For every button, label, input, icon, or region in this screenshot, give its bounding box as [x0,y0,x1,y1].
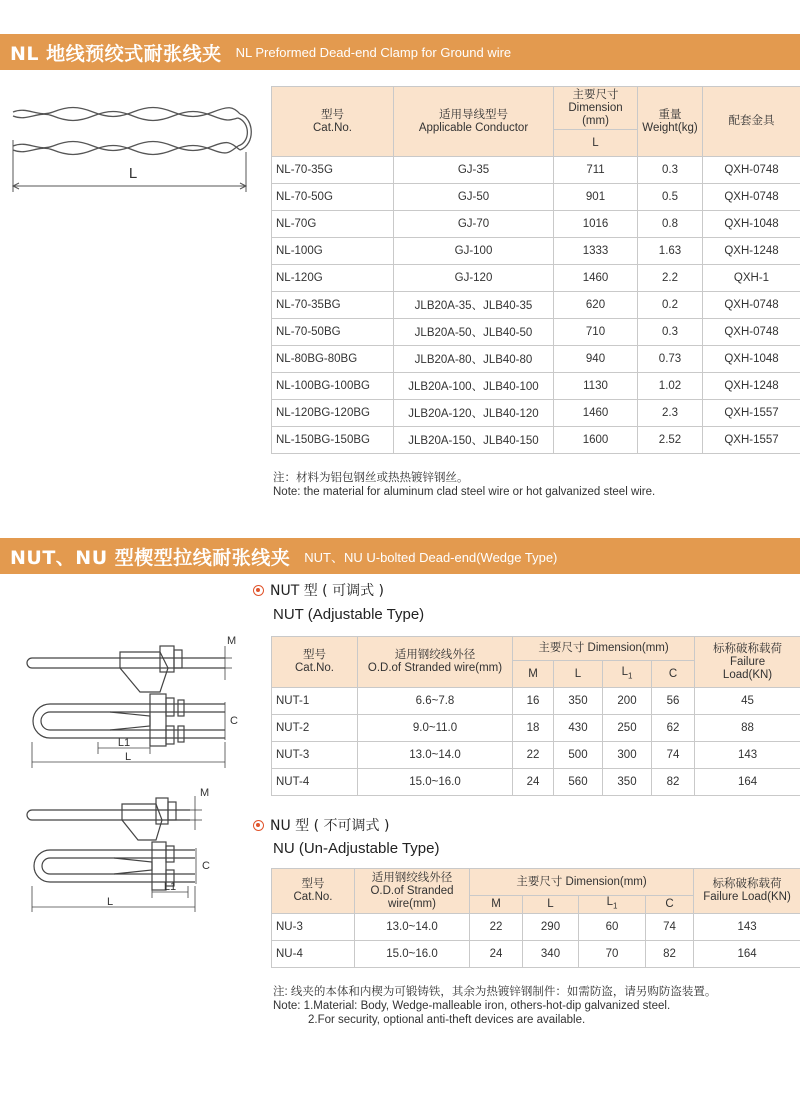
cell-model: NL-70-50BG [272,319,394,346]
cell-od: 9.0~11.0 [358,715,513,742]
nu-header-dimension: 主要尺寸 Dimension(mm) [470,869,694,896]
nu-header-od: 适用钢绞线外径 O.D.of Stranded wire(mm) [355,869,470,914]
nu-header-l: L [523,896,579,914]
cell-conductor: GJ-50 [394,184,554,211]
cell-m: 18 [513,715,554,742]
cell-m: 22 [513,742,554,769]
cell-weight: 0.73 [638,346,703,373]
cell-weight: 1.63 [638,238,703,265]
cell-l: 620 [554,292,638,319]
nut-dimension-l1-label: L1 [117,737,131,749]
nu-table-row [272,941,800,968]
nut-header-model: 型号 Cat.No. [272,637,358,688]
cell-fitting: QXH-0748 [703,319,800,346]
cell-l: 1600 [554,427,638,454]
nl-table-row [272,265,800,292]
cell-fitting: QXH-1248 [703,373,800,400]
nut-section-banner [0,538,800,574]
nu-header-model: 型号 Cat.No. [272,869,355,914]
nl-header-model: 型号 Cat.No. [272,87,394,157]
cell-l1: 350 [603,769,652,796]
nu-header-l1: $L_1$ [579,896,646,914]
nu-table-row [272,914,800,941]
cell-conductor: JLB20A-35、JLB40-35 [394,292,554,319]
cell-c: 62 [652,715,695,742]
cell-od: 15.0~16.0 [358,769,513,796]
nu-type-subheading: NU (Un-Adjustable Type) [273,840,440,857]
cell-model: NUT-4 [272,769,358,796]
nut-header-m: M [513,661,554,688]
cell-load: 143 [695,742,800,769]
cell-conductor: JLB20A-120、JLB40-120 [394,400,554,427]
cell-l: 430 [554,715,603,742]
cell-od: 6.6~7.8 [358,688,513,715]
nu-dimension-c-label: C [202,860,210,872]
nut-table-row [272,769,800,796]
cell-model: NU-4 [272,941,355,968]
cell-c: 74 [646,914,694,941]
nl-note-en: Note: the material for aluminum clad steel wire or hot galvanized steel wire. [273,486,656,498]
nl-section-title-zh: NL 地线预绞式耐张线夹 [10,42,222,65]
cell-m: 16 [513,688,554,715]
nl-header-dim-l: L [554,130,638,157]
cell-m: 22 [470,914,523,941]
cell-conductor: JLB20A-100、JLB40-100 [394,373,554,400]
nut-table-row [272,742,800,769]
cell-model: NUT-2 [272,715,358,742]
cell-l: 940 [554,346,638,373]
cell-l: 710 [554,319,638,346]
cell-conductor: GJ-100 [394,238,554,265]
cell-c: 56 [652,688,695,715]
cell-c: 82 [646,941,694,968]
nl-dimension-l-label: L [128,165,138,182]
cell-c: 82 [652,769,695,796]
nut-header-c: C [652,661,695,688]
nl-table-row [272,319,800,346]
nut-table-row [272,715,800,742]
cell-model: NL-120G [272,265,394,292]
nut-header-l1: $L_1$ [603,661,652,688]
nl-section-banner [0,34,800,70]
nl-header-fitting: 配套金具 [703,87,800,157]
cell-fitting: QXH-0748 [703,292,800,319]
cell-model: NL-150BG-150BG [272,427,394,454]
cell-l1: 70 [579,941,646,968]
cell-load: 45 [695,688,800,715]
cell-weight: 2.2 [638,265,703,292]
nl-table-row [272,211,800,238]
cell-conductor: JLB20A-150、JLB40-150 [394,427,554,454]
nu-header-load: 标称破称载荷 Failure Load(KN) [694,869,800,914]
cell-weight: 0.2 [638,292,703,319]
nl-table-row [272,157,800,184]
nu-header-c: C [646,896,694,914]
cell-weight: 1.02 [638,373,703,400]
cell-l: 901 [554,184,638,211]
nl-table-row [272,400,800,427]
nl-section-title-en: NL Preformed Dead-end Clamp for Ground wire [235,44,512,60]
cell-l: 1460 [554,400,638,427]
cell-conductor: GJ-35 [394,157,554,184]
cell-load: 88 [695,715,800,742]
cell-model: NL-80BG-80BG [272,346,394,373]
cell-weight: 0.3 [638,157,703,184]
nut-section-title-en: NUT、NU U-bolted Dead-end(Wedge Type) [304,549,558,565]
cell-od: 13.0~14.0 [355,914,470,941]
cell-fitting: QXH-1 [703,265,800,292]
cell-weight: 2.52 [638,427,703,454]
cell-l1: 200 [603,688,652,715]
cell-l: 560 [554,769,603,796]
radio-bullet-icon [253,585,264,596]
nl-clamp-drawing [8,100,258,200]
nut-note-en-2: 2.For security, optional anti-theft devices are available. [308,1014,586,1026]
cell-l: 350 [554,688,603,715]
cell-fitting: QXH-1248 [703,238,800,265]
cell-m: 24 [513,769,554,796]
cell-conductor: GJ-70 [394,211,554,238]
nut-header-od: 适用钢绞线外径 O.D.of Stranded wire(mm) [358,637,513,688]
cell-m: 24 [470,941,523,968]
nl-table-row [272,238,800,265]
nut-dimension-c-label: C [230,715,238,727]
nl-note-zh: 注：材料为铝包钢丝或热热镀锌钢丝。 [273,472,469,484]
nl-table-row [272,346,800,373]
nl-table-row [272,427,800,454]
cell-conductor: GJ-120 [394,265,554,292]
nl-header-dimension: 主要尺寸 Dimension (mm) [554,87,638,130]
cell-conductor: JLB20A-80、JLB40-80 [394,346,554,373]
cell-weight: 0.8 [638,211,703,238]
nl-spec-table [271,86,800,454]
cell-l1: 60 [579,914,646,941]
nut-note-en-1: Note: 1.Material: Body, Wedge-malleable iron, others-hot-dip galvanized steel. [273,1000,671,1012]
nu-header-m: M [470,896,523,914]
cell-l: 340 [523,941,579,968]
nut-header-dimension: 主要尺寸 Dimension(mm) [513,637,695,661]
cell-conductor: JLB20A-50、JLB40-50 [394,319,554,346]
nut-header-load: 标称破称载荷 Failure Load(KN) [695,637,800,688]
nut-section-title-zh: NUT、NU 型楔型拉线耐张线夹 [10,546,291,569]
cell-fitting: QXH-1557 [703,400,800,427]
cell-od: 13.0~14.0 [358,742,513,769]
cell-load: 164 [694,941,800,968]
cell-od: 15.0~16.0 [355,941,470,968]
cell-weight: 0.3 [638,319,703,346]
nut-type-heading: NUT 型 ( 可调式 ) [253,580,384,600]
nut-dimension-m-label: M [227,635,237,647]
cell-l1: 300 [603,742,652,769]
nu-dimension-l1-label: L1 [163,881,177,893]
nl-table-row [272,292,800,319]
nu-clamp-drawing [10,786,255,916]
cell-model: NU-3 [272,914,355,941]
cell-model: NUT-1 [272,688,358,715]
nut-note-zh: 注: 线夹的本体和内楔为可锻铸铁，其余为热镀锌钢制件：如需防盗，请另购防盗装置。 [273,986,717,998]
cell-fitting: QXH-1048 [703,346,800,373]
cell-weight: 2.3 [638,400,703,427]
nu-dimension-l-label: L [106,896,114,908]
cell-model: NL-120BG-120BG [272,400,394,427]
nu-type-heading: NU 型 ( 不可调式 ) [253,815,389,835]
cell-fitting: QXH-0748 [703,184,800,211]
nu-dimension-m-label: M [200,787,210,799]
cell-model: NL-70-35BG [272,292,394,319]
nut-header-l: L [554,661,603,688]
cell-l: 1460 [554,265,638,292]
cell-l: 1016 [554,211,638,238]
cell-l: 1130 [554,373,638,400]
nu-spec-table [271,868,800,968]
nut-clamp-drawing [10,632,255,772]
cell-load: 164 [695,769,800,796]
cell-model: NL-100BG-100BG [272,373,394,400]
cell-l1: 250 [603,715,652,742]
cell-l: 1333 [554,238,638,265]
nl-header-conductor: 适用导线型号 Applicable Conductor [394,87,554,157]
cell-fitting: QXH-0748 [703,157,800,184]
cell-model: NL-100G [272,238,394,265]
nut-spec-table [271,636,800,796]
cell-l: 290 [523,914,579,941]
nut-type-subheading: NUT (Adjustable Type) [273,606,425,623]
nl-table-row [272,184,800,211]
nl-header-weight: 重量 Weight(kg) [638,87,703,157]
nut-table-row [272,688,800,715]
cell-c: 74 [652,742,695,769]
nl-table-row [272,373,800,400]
nut-dimension-l-label: L [124,751,132,763]
cell-l: 711 [554,157,638,184]
cell-model: NL-70-35G [272,157,394,184]
cell-model: NUT-3 [272,742,358,769]
cell-fitting: QXH-1048 [703,211,800,238]
cell-fitting: QXH-1557 [703,427,800,454]
cell-weight: 0.5 [638,184,703,211]
cell-load: 143 [694,914,800,941]
cell-model: NL-70G [272,211,394,238]
cell-model: NL-70-50G [272,184,394,211]
cell-l: 500 [554,742,603,769]
